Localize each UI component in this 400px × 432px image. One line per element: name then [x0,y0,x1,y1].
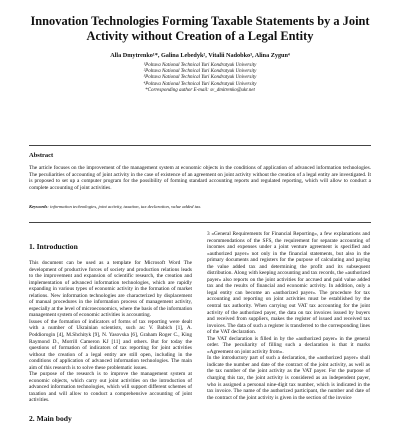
section-heading-main-body: 2. Main body [29,414,72,424]
keywords [29,204,371,210]
corresponding-author: *Corresponding author E-mail: sv_dmitrenko@ukr.net [145,87,255,93]
affiliation-line: ³Poltava National Technical Yuri Kondratyuk University [143,75,257,81]
abstract-top-rule [29,145,371,146]
affiliation-list [40,63,360,94]
body-paragraph: The purpose of the research is to improve the management system at economic objects, which carry out joint activities on the introduction of advanced information technologies, which will support different schemes of taxation and will allow to conduct a comprehensive accounting of joint activities. [29,371,192,404]
affiliation-line: ⁴Poltava National Technical Yuri Kondratyuk University [143,81,257,87]
affiliation-line: ¹Poltava National Technical Yuri Kondratyuk University [143,63,257,68]
keywords-label: Keywords [29,204,48,209]
affiliation-line: ²Poltava National Technical Yuri Kondratyuk University [143,69,257,75]
body-paragraph: This document can be used as a template for Microsoft Word The development of productive forces of society and production relations leads to the improvement and expansion of scientific research, the creation and implementation of advanced information technologies, which are rapidly expanding in various types of economic activity in the formation of market relations. New information technologies are characterized by displacement of manual procedures in the information process of management activity, especially at the level of microeconomics, where the basis of the information management system of economic activities is accounting. [29,260,192,319]
author-list: Alla Dmytrenko¹*, Galina Lebedyk², Vitalii Nadobko³, Alina Zygun⁴ [110,52,290,59]
section-heading-introduction: 1. Introduction [29,242,78,251]
body-paragraph: In the introductory part of such a declaration, the «authorized payer» shall indicate the number and date of the contract of the joint activity, as well as the tax number of the joint activity as the VAT payer. For the purpose of charging this tax, the joint activity is considered as an independent payer, who is assigned a personal nine-digit tax number, which is indicated in the tax invoice. The name of the authorized participant, the number and date of the contract of the joint activity is given in the section of the invoice [207,355,370,401]
body-paragraph: 3 «General Requirements for Financial Reporting», a few explanations and recommendations of the SFS, the requirement for separate accounting of incomes and expenses under a joint venture agreement is specified and «authorized payer» not only in the financial statements, but also in the primary documents and registers for the purpose of calculating and paying the value added tax and determining the profit and its subsequent distribution. Along with keeping accounting and tax records, the «authorized payer» also reports on the joint activities for accrued and paid value added tax and the results of financial and economic activity. In addition, only a legal entity can become an «authorized payer». The procedure for tax accounting and reporting on joint activities must be established by the central tax authority. When carrying out VAT tax accounting for the joint activity of the authorized payer, the data on tax invoices issued by buyers and received from suppliers, makes the register of issued and received tax invoices. The data of such a register is transferred to the corresponding lines of the VAT declaration. [207,231,370,336]
body-paragraph: The VAT declaration is filled in by the «authorized payer» in the general order. The peculiarity of filling such a declaration is that it marks «Agreement on joint activity from». [207,335,370,355]
left-column [29,232,192,432]
body-paragraph: Issues of the formation of indicators of forms of tax reporting were dealt with a number of Ukrainian scientists, such as: V. Babich [1], A. Poddiorogin [4], M.Shchityk [9], N. Yasovska [6], Graham Roger C., King Raymond D., Morrill Cameron KJ [11] and others. But for today the questions of formation of indicators of tax reporting for joint activities without the creation of a legal entity are still open, including in the conditions of application of advanced information technologies. The main aim of this research is to solve these problematic issues. [29,318,192,371]
right-column [207,231,370,401]
paper-title: Innovation Technologies Forming Taxable Statements by a Joint Activity without Creation of a Legal Entity [30,14,370,43]
abstract-heading: Abstract [29,152,54,159]
abstract-bottom-rule [29,222,371,223]
keywords-text: : information technologies, joint activity, taxation, tax declaration, value added tax. [47,204,202,209]
abstract-text: The article focuses on the improvement of the management system at economic objects in the conditions of application of advanced information technologies. The peculiarities of accounting of joint activity in the case of existence of an agreement on joint activity without the creation of a legal entity are investigated. It is proposed to set up a computer program for the possibility of forming standard accounting reports and regulated reporting, which will allow to conduct a complete accounting of joint activities. [29,165,371,191]
